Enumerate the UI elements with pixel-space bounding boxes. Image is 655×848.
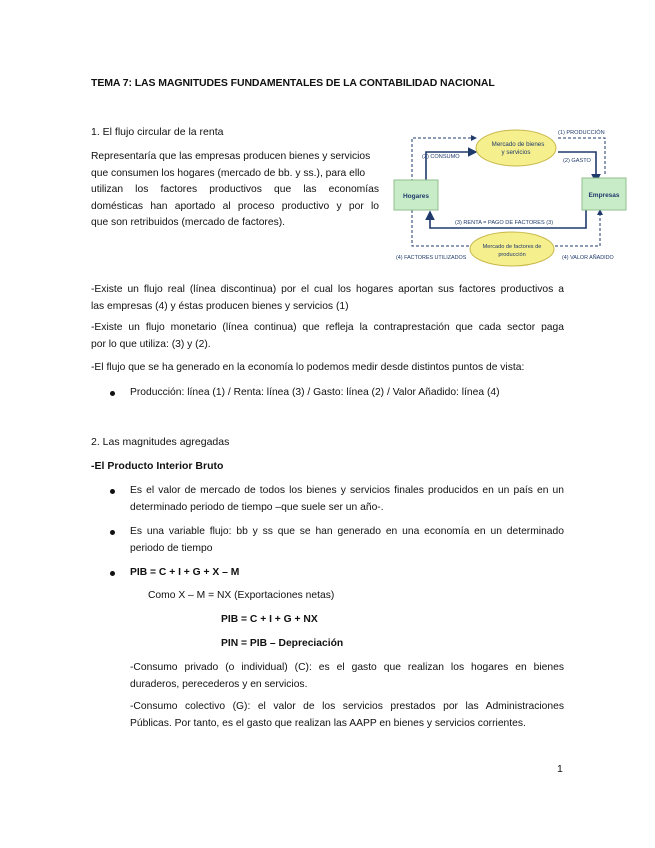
circular-flow-diagram: [390, 122, 630, 272]
firms-label: Empresas: [588, 192, 620, 199]
real-flow-top-right: [558, 138, 605, 174]
document-title: TEMA 7: LAS MAGNITUDES FUNDAMENTALES DE LA CONTABILIDAD NACIONAL: [91, 77, 495, 89]
intro-line: domésticas han aportado al proceso productivo y por lo: [91, 200, 379, 212]
production-label: (1) PRODUCCIÓN: [558, 130, 605, 136]
pib-subheading: -El Producto Interior Bruto: [91, 460, 224, 472]
bullet-line: periodo de tiempo: [130, 542, 213, 554]
real-flow-top: [412, 138, 476, 182]
income-label: (3) RENTA = PAGO DE FACTORES (3): [455, 220, 554, 226]
intro-paragraph: [91, 149, 379, 232]
pib-bullet-1: [130, 483, 564, 516]
households-label: Hogares: [402, 193, 430, 200]
consumo-privado-line: duraderos, perecederos y en servicios.: [130, 678, 308, 690]
value-added-label: (4) VALOR AÑADIDO: [562, 255, 614, 261]
factors-used-label: (4) FACTORES UTILIZADOS: [396, 255, 467, 261]
bullet-dot: [110, 489, 115, 494]
consumo-colectivo-line: -Consumo colectivo (G): el valor de los servicios prestados por las Administraciones: [130, 701, 564, 712]
goods-market-label-2: y servicios: [501, 149, 531, 156]
spending-label: (2) GASTO: [563, 158, 591, 164]
bullet-line: determinado periodo de tiempo –que suele ser un año-.: [130, 501, 384, 513]
pib-formula-bullet: PIB = C + I + G + X – M: [130, 567, 240, 578]
pib-nx-formula: PIB = C + I + G + NX: [221, 614, 318, 625]
goods-market-label-1: Mercado de bienes: [491, 141, 545, 148]
monetary-flow-line: -Existe un flujo monetario (línea continua) que refleja la contraprestación que cada sector paga: [91, 322, 564, 333]
real-flow-line: -Existe un flujo real (línea discontinua) por el cual los hogares aportan sus factores productivos a: [91, 284, 564, 295]
intro-line: que consumen los hogares (mercado de bb. y ss.), para ello: [91, 167, 366, 179]
pin-formula: PIN = PIB – Depreciación: [221, 638, 344, 649]
page-number: 1: [557, 763, 563, 775]
bullet-line: Es una variable flujo: bb y ss que se han generado en una economía en un determinado: [130, 526, 564, 537]
pib-bullet-2: [130, 524, 564, 557]
measure-bullet: Producción: línea (1) / Renta: línea (3) / Gasto: línea (2) / Valor Añadido: línea (4): [130, 387, 500, 398]
consumo-privado-line: -Consumo privado (o individual) (C): es el gasto que realizan los hogares en bienes: [130, 662, 564, 673]
intro-line: utilizan los factores productivos que las economías: [91, 184, 379, 195]
consumo-privado-paragraph: [130, 660, 564, 693]
consumo-colectivo-line: Públicas. Por tanto, es el gasto que realizan las AAPP en bienes y servicios corrientes.: [130, 717, 526, 729]
section-2-heading: 2. Las magnitudes agregadas: [91, 436, 230, 448]
real-flow-paragraph: [91, 282, 564, 315]
nx-definition: Como X – M = NX (Exportaciones netas): [148, 590, 335, 601]
goods-market-ellipse: [476, 130, 556, 166]
factor-market-label-1: Mercado de factores de: [482, 244, 542, 250]
consumption-label: (2) CONSUMO: [422, 154, 460, 160]
intro-line: que son retribuidos (mercado de factores).: [91, 217, 286, 228]
measure-paragraph: -El flujo que se ha generado en la economía lo podemos medir desde distintos puntos de vista:: [91, 362, 525, 373]
bullet-line: Es el valor de mercado de todos los bienes y servicios finales producidos en un país en un: [130, 485, 564, 496]
intro-line: Representaría que las empresas producen bienes y servicios: [91, 151, 371, 162]
consumo-colectivo-paragraph: [130, 699, 564, 732]
real-flow-line: las empresas (4) y éstas producen bienes y servicios (1): [91, 300, 349, 312]
bullet-dot: [110, 530, 115, 535]
bullet-dot: [110, 391, 115, 396]
bullet-dot: [110, 571, 115, 576]
monetary-flow-line: por lo que utiliza: (3) y (2).: [91, 338, 211, 350]
section-1-heading: 1. El flujo circular de la renta: [91, 126, 224, 138]
monetary-flow-paragraph: [91, 320, 564, 353]
factor-market-label-2: producción: [498, 252, 526, 258]
